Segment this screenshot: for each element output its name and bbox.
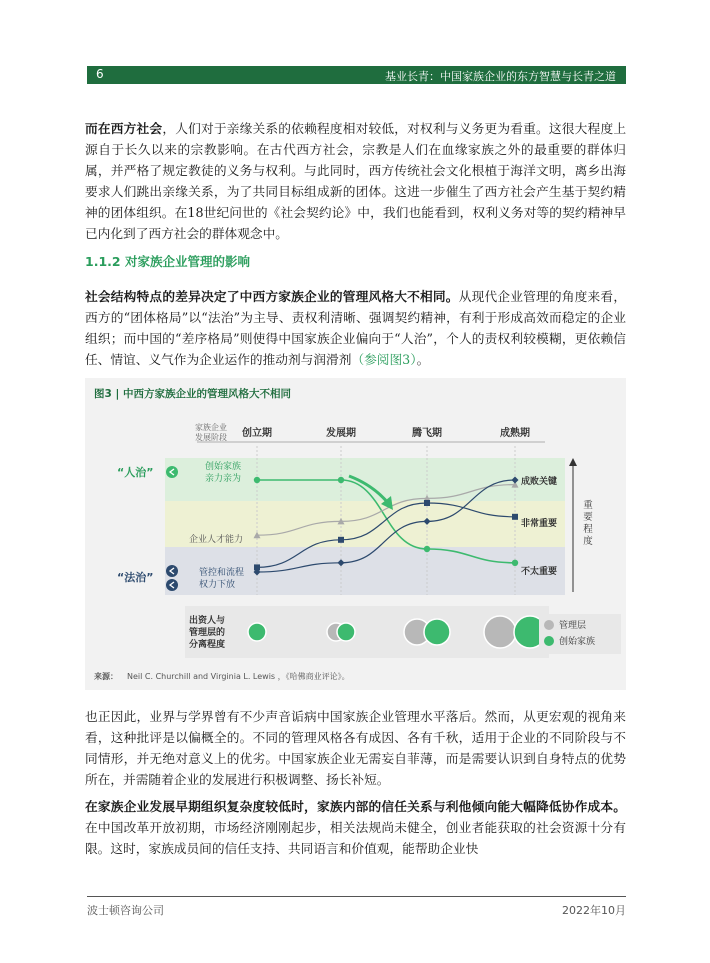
y-axis-label: 重 [583, 500, 593, 511]
paragraph-western-society [85, 118, 626, 244]
separation-label: 出资人与 [189, 616, 226, 626]
data-point [512, 514, 518, 520]
separation-circle-mgmt [484, 616, 516, 648]
figure-title: 图3 | 中西方家族企业的管理风格大不相同 [94, 388, 291, 400]
series-label-talent: 企业人才能力 [189, 535, 244, 545]
fazhi-marker-icon [166, 579, 178, 591]
data-point [424, 546, 430, 552]
legend-swatch-family [544, 636, 554, 646]
figure-3 [85, 378, 626, 690]
source-text: Neil C. Churchill and Virginia L. Lewis ，《哈佛商业评论》。 [127, 672, 350, 681]
legend-label-mgmt: 管理层 [559, 621, 587, 631]
axis-corner-label: 家族企业 [195, 423, 227, 432]
stage-label: 创立期 [242, 428, 272, 439]
footer-rule [87, 896, 626, 897]
running-title: 基业长青：中国家族企业的东方智慧与长青之道 [385, 70, 616, 83]
paragraph-body: 也正因此，业界与学界曾有不少声音诟病中国家族企业管理水平落后。然而，从更宏观的视角来看，这种批评是以偏概全的。不同的管理风格各有成因、各有千秋，适用于企业的不同阶段与不同情形，并无绝对意义上的优劣。中国家族企业无需妄自菲薄，而是需要认识到自身特点的优势所在，并需随着企业的发展进行积极调整、扬长补短。 [85, 709, 626, 787]
y-axis-label: 要 [583, 512, 593, 523]
renzhi-marker-icon [166, 466, 178, 478]
series-label-control: 权力下放 [199, 580, 236, 590]
header-bar [87, 66, 626, 84]
paragraph-management-style [85, 286, 626, 370]
axis-corner-label: 发展阶段 [195, 433, 227, 442]
y-axis-label: 程 [583, 524, 593, 535]
band-label-important: 非常重要 [521, 519, 558, 529]
paragraph-end: 。 [416, 352, 430, 367]
band-label-low: 不太重要 [521, 567, 558, 577]
stage-label: 发展期 [326, 428, 356, 439]
series-label-control: 管控和流程 [199, 568, 245, 578]
separation-circle-family [424, 619, 450, 645]
paragraph-lead: 而在西方社会 [85, 121, 163, 136]
separation-label: 分离程度 [189, 640, 226, 650]
figure-reference-link[interactable]: （参阅图3） [351, 352, 417, 367]
figure-chart [85, 378, 626, 690]
separation-circle-family [248, 623, 266, 641]
footer-company: 波士顿咨询公司 [87, 904, 164, 917]
series-label-founder: 亲力亲为 [205, 474, 242, 484]
y-axis-label: 度 [583, 536, 593, 547]
section-heading: 1.1.2 对家族企业管理的影响 [85, 254, 250, 269]
data-point [338, 477, 344, 483]
legend-label-family: 创始家族 [559, 637, 596, 647]
data-point [338, 537, 344, 543]
fazhi-marker-icon [166, 565, 178, 577]
data-point [424, 500, 430, 506]
stage-label: 腾飞期 [412, 428, 442, 439]
band-label-critical: 成败关键 [521, 477, 558, 487]
legend-box [539, 614, 621, 654]
paragraph-body: 从现代企业管理的角度来看，西方的“团体格局”以“法治”为主导、责权利清晰、强调契约精神，有利于形成高效而稳定的企业组织；而中国的“差序格局”则使得中国家族企业偏向于“人治”，个人的责权利较模糊，更依赖信任、情谊、义气作为企业运作的推动剂与润滑剂 [85, 289, 627, 367]
source-label: 来源： [94, 672, 118, 681]
arrow-up-icon [569, 458, 577, 466]
paragraph-body: ，人们对于亲缘关系的依赖程度相对较低，对权利与义务更为看重。这很大程度上源自于长久以来的宗教影响。在古代西方社会，宗教是人们在血缘家族之外的最重要的群体归属，并严格了规定教徒的义务与权利。与此同时，西方传统社会文化根植于海洋文明，离乡出海要求人们跳出亲缘关系，为了共同目标组成新的团体。这进一步催生了西方社会产生基于契约精神的团体组织。在18世纪问世的《社会契约论》中，我们也能看到，权利义务对等的契约精神早已内化到了西方社会的群体观念中。 [85, 121, 627, 241]
separation-label: 管理层的 [189, 628, 226, 638]
paragraph-lead: 在家族企业发展早期组织复杂度较低时，家族内部的信任关系与利他倾向能大幅降低协作成本。 [85, 799, 626, 814]
legend-swatch-mgmt [544, 620, 554, 630]
paragraph-early-stage [85, 796, 626, 859]
stage-label: 成熟期 [500, 428, 530, 439]
data-point [512, 560, 518, 566]
paragraph-lead: 社会结构特点的差异决定了中西方家族企业的管理风格大不相同。 [85, 289, 459, 304]
fazhi-label: “法治” [117, 571, 154, 584]
separation-circle-family [337, 623, 355, 641]
page-number: 6 [96, 67, 104, 81]
footer-date: 2022年10月 [562, 904, 626, 917]
renzhi-label: “人治” [117, 466, 154, 479]
series-label-founder: 创始家族 [205, 462, 242, 472]
paragraph-body: 在中国改革开放初期，市场经济刚刚起步，相关法规尚未健全，创业者能获取的社会资源十分有限。这时，家族成员间的信任支持、共同语言和价值观，能帮助企业快 [85, 820, 626, 856]
data-point [254, 477, 260, 483]
paragraph-criticism [85, 706, 626, 790]
